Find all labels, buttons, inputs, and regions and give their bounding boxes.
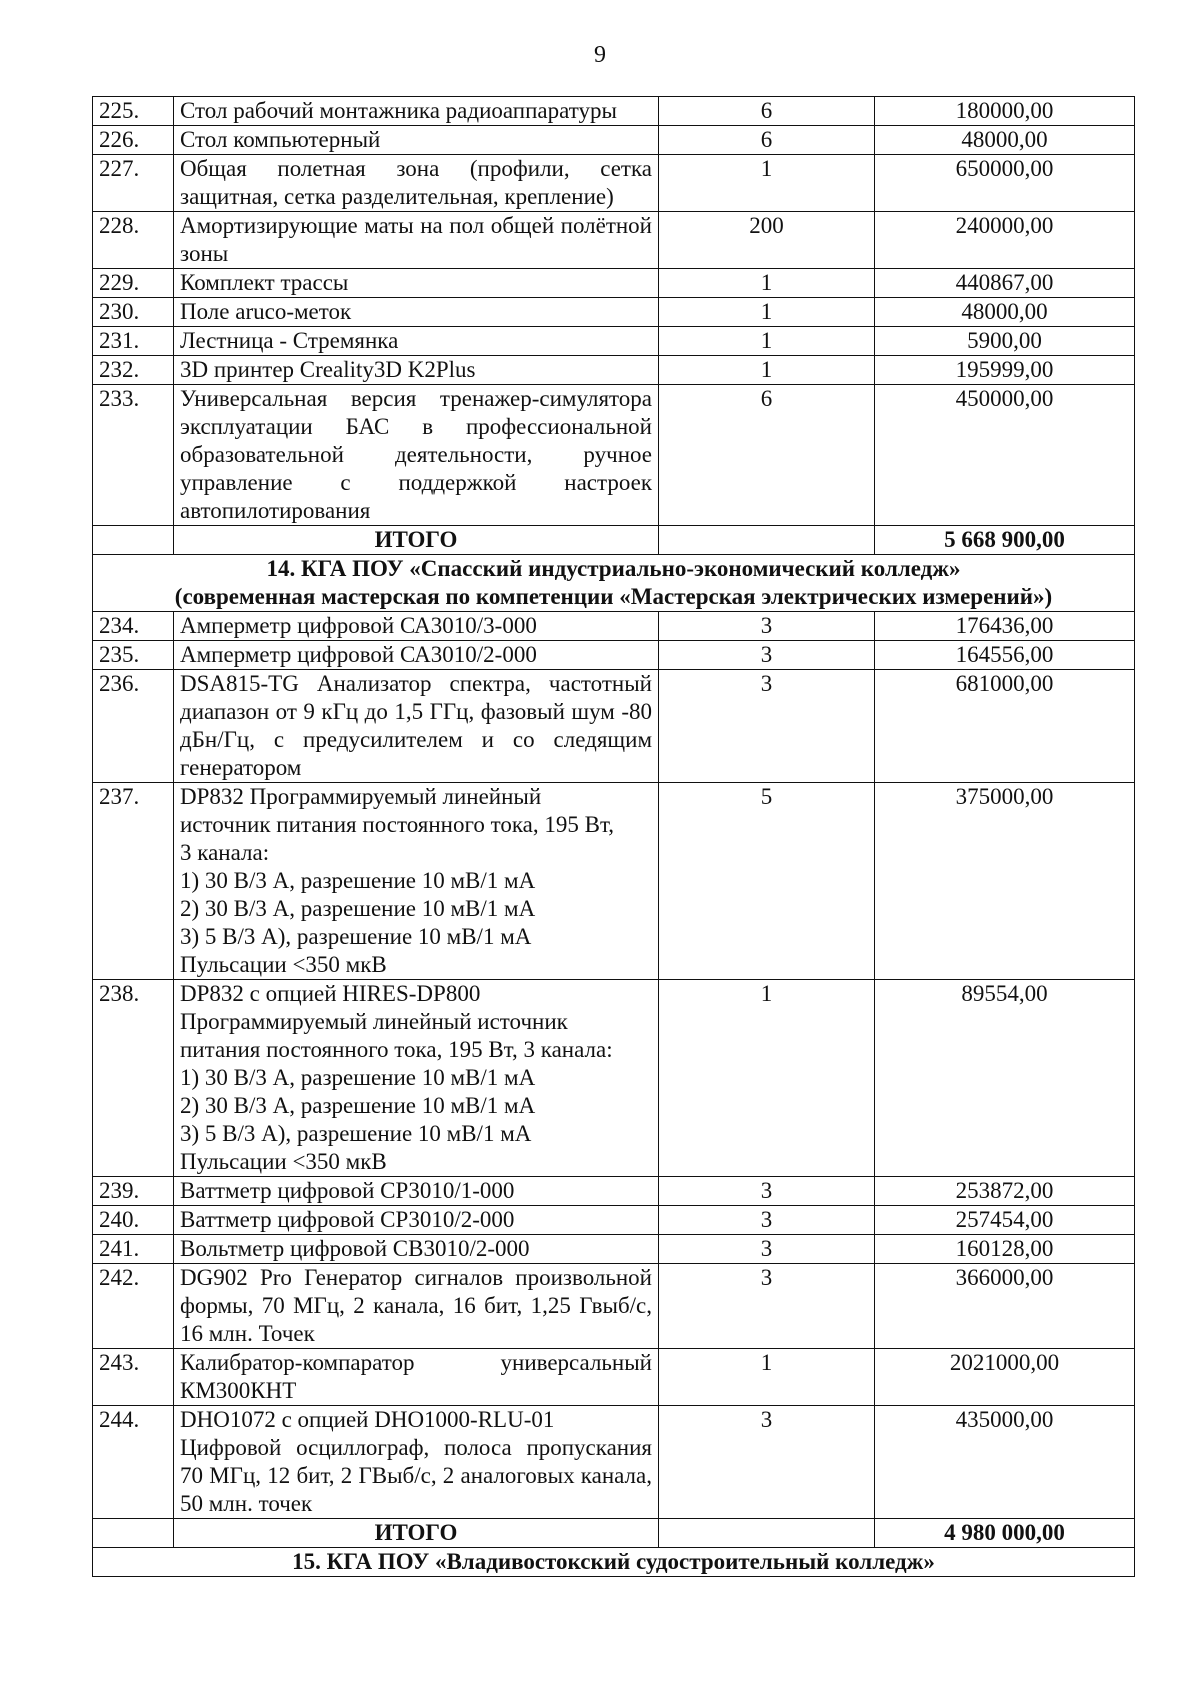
item-name: Стол компьютерный xyxy=(174,126,659,155)
item-price: 48000,00 xyxy=(875,298,1135,327)
item-price: 160128,00 xyxy=(875,1235,1135,1264)
item-quantity: 3 xyxy=(659,641,875,670)
item-name: Ваттметр цифровой СР3010/2-000 xyxy=(174,1206,659,1235)
item-price: 366000,00 xyxy=(875,1264,1135,1349)
item-name-line: 1) 30 В/3 А, разрешение 10 мВ/1 мА xyxy=(180,868,536,893)
item-number: 230. xyxy=(93,298,174,327)
item-number: 244. xyxy=(93,1406,174,1519)
section-header xyxy=(93,555,1135,612)
table-row xyxy=(93,783,1135,980)
item-name-line: Программируемый линейный источник xyxy=(180,1009,568,1034)
item-price: 253872,00 xyxy=(875,1177,1135,1206)
item-quantity: 3 xyxy=(659,1406,875,1519)
item-number: 225. xyxy=(93,97,174,126)
item-price: 240000,00 xyxy=(875,212,1135,269)
item-price: 440867,00 xyxy=(875,269,1135,298)
item-price: 257454,00 xyxy=(875,1206,1135,1235)
table-row xyxy=(93,385,1135,526)
item-name-line: питания постоянного тока, 195 Вт, 3 канала: xyxy=(180,1037,613,1062)
item-number: 237. xyxy=(93,783,174,980)
item-quantity: 1 xyxy=(659,356,875,385)
item-name: Общая полетная зона (профили, сетка защитная, сетка разделительная, крепление) xyxy=(174,155,659,212)
table-row xyxy=(93,155,1135,212)
item-name-line: DHO1072 с опцией DHO1000-RLU-01 xyxy=(180,1407,555,1432)
item-quantity: 3 xyxy=(659,1235,875,1264)
table-row xyxy=(93,97,1135,126)
total-empty-cell xyxy=(93,1519,174,1548)
section-title: 14. КГА ПОУ «Спасский индустриально-экономический колледж» xyxy=(266,556,961,581)
item-number: 236. xyxy=(93,670,174,783)
table-row xyxy=(93,1406,1135,1519)
item-name xyxy=(174,980,659,1177)
total-label: ИТОГО xyxy=(174,1519,659,1548)
item-quantity: 1 xyxy=(659,327,875,356)
item-number: 238. xyxy=(93,980,174,1177)
item-number: 232. xyxy=(93,356,174,385)
item-quantity: 200 xyxy=(659,212,875,269)
item-name: Комплект трассы xyxy=(174,269,659,298)
page-number: 9 xyxy=(594,42,606,68)
total-row xyxy=(93,526,1135,555)
item-name xyxy=(174,1406,659,1519)
total-label: ИТОГО xyxy=(174,526,659,555)
section-title: 15. КГА ПОУ «Владивостокский судостроительный колледж» xyxy=(292,1549,935,1574)
item-price: 650000,00 xyxy=(875,155,1135,212)
item-quantity: 1 xyxy=(659,269,875,298)
item-name: Амортизирующие маты на пол общей полётной зоны xyxy=(174,212,659,269)
table-row xyxy=(93,1264,1135,1349)
item-price: 681000,00 xyxy=(875,670,1135,783)
item-name-line: DP832 с опцией HIRES-DP800 xyxy=(180,981,481,1006)
table-row xyxy=(93,1177,1135,1206)
item-name-line: 1) 30 В/3 А, разрешение 10 мВ/1 мА xyxy=(180,1065,536,1090)
item-name-line: Пульсации <350 мкВ xyxy=(180,1149,387,1174)
item-price: 180000,00 xyxy=(875,97,1135,126)
table-row xyxy=(93,327,1135,356)
item-name-line: Пульсации <350 мкВ xyxy=(180,952,387,977)
item-price: 48000,00 xyxy=(875,126,1135,155)
item-number: 234. xyxy=(93,612,174,641)
item-quantity: 6 xyxy=(659,97,875,126)
item-price: 89554,00 xyxy=(875,980,1135,1177)
table-row xyxy=(93,212,1135,269)
item-name: Амперметр цифровой СА3010/2-000 xyxy=(174,641,659,670)
item-price: 435000,00 xyxy=(875,1406,1135,1519)
item-name: Поле aruco-меток xyxy=(174,298,659,327)
table-row xyxy=(93,670,1135,783)
item-number: 242. xyxy=(93,1264,174,1349)
item-name-line: источник питания постоянного тока, 195 Вт, xyxy=(180,812,615,837)
item-number: 229. xyxy=(93,269,174,298)
item-name: 3D принтер Creality3D K2Plus xyxy=(174,356,659,385)
item-name-tail: Цифровой осциллограф, полоса пропускания 70 МГц, 12 бит, 2 ГВыб/с, 2 аналоговых канала, 50 млн. точек xyxy=(180,1435,652,1516)
item-price: 2021000,00 xyxy=(875,1349,1135,1406)
section-subtitle: (современная мастерская по компетенции «Мастерская электрических измерений») xyxy=(174,584,1053,609)
table-row xyxy=(93,269,1135,298)
item-price: 195999,00 xyxy=(875,356,1135,385)
item-quantity: 3 xyxy=(659,612,875,641)
item-name: DG902 Pro Генератор сигналов произвольной формы, 70 МГц, 2 канала, 16 бит, 1,25 Гвыб/с, 16 млн. Точек xyxy=(174,1264,659,1349)
table-row xyxy=(93,641,1135,670)
item-number: 239. xyxy=(93,1177,174,1206)
item-name: Стол рабочий монтажника радиоаппаратуры xyxy=(174,97,659,126)
item-number: 240. xyxy=(93,1206,174,1235)
item-name-line: 3) 5 В/3 А), разрешение 10 мВ/1 мА xyxy=(180,924,532,949)
total-row xyxy=(93,1519,1135,1548)
table-row xyxy=(93,298,1135,327)
total-empty-cell xyxy=(659,1519,875,1548)
section-header-row xyxy=(93,555,1135,612)
item-name: Лестница - Стремянка xyxy=(174,327,659,356)
table-row xyxy=(93,1349,1135,1406)
table-row xyxy=(93,1235,1135,1264)
item-quantity: 6 xyxy=(659,126,875,155)
item-price: 164556,00 xyxy=(875,641,1135,670)
item-name-line: 2) 30 В/3 А, разрешение 10 мВ/1 мА xyxy=(180,896,536,921)
item-name: DSA815-TG Анализатор спектра, частотный диапазон от 9 кГц до 1,5 ГГц, фазовый шум -80 дБн/Гц, с предусилителем и со следящим генератором xyxy=(174,670,659,783)
item-name xyxy=(174,783,659,980)
item-quantity: 5 xyxy=(659,783,875,980)
item-name-line: 3 канала: xyxy=(180,840,270,865)
item-number: 227. xyxy=(93,155,174,212)
item-number: 231. xyxy=(93,327,174,356)
table-row xyxy=(93,356,1135,385)
item-quantity: 6 xyxy=(659,385,875,526)
item-quantity: 1 xyxy=(659,1349,875,1406)
item-name-line: 2) 30 В/3 А, разрешение 10 мВ/1 мА xyxy=(180,1093,536,1118)
table-row xyxy=(93,980,1135,1177)
item-price: 375000,00 xyxy=(875,783,1135,980)
item-number: 241. xyxy=(93,1235,174,1264)
item-name: Вольтметр цифровой СВ3010/2-000 xyxy=(174,1235,659,1264)
item-number: 243. xyxy=(93,1349,174,1406)
item-quantity: 3 xyxy=(659,1264,875,1349)
total-value: 5 668 900,00 xyxy=(875,526,1135,555)
item-name-line: 3) 5 В/3 А), разрешение 10 мВ/1 мА xyxy=(180,1121,532,1146)
item-name: Ваттметр цифровой СР3010/1-000 xyxy=(174,1177,659,1206)
item-number: 228. xyxy=(93,212,174,269)
table-row xyxy=(93,126,1135,155)
item-name: Амперметр цифровой СА3010/3-000 xyxy=(174,612,659,641)
item-price: 450000,00 xyxy=(875,385,1135,526)
item-name: Универсальная версия тренажер-симулятора эксплуатации БАС в профессиональной образовательной деятельности, ручное управление с поддержкой настроек автопилотирования xyxy=(174,385,659,526)
section-header-row xyxy=(93,1548,1135,1577)
item-quantity: 1 xyxy=(659,298,875,327)
equipment-table xyxy=(92,96,1135,1577)
item-quantity: 3 xyxy=(659,670,875,783)
item-quantity: 1 xyxy=(659,980,875,1177)
section-header xyxy=(93,1548,1135,1577)
item-price: 5900,00 xyxy=(875,327,1135,356)
item-number: 233. xyxy=(93,385,174,526)
total-empty-cell xyxy=(659,526,875,555)
table-row xyxy=(93,612,1135,641)
item-quantity: 3 xyxy=(659,1206,875,1235)
item-name-line: DP832 Программируемый линейный xyxy=(180,784,542,809)
item-price: 176436,00 xyxy=(875,612,1135,641)
item-number: 235. xyxy=(93,641,174,670)
item-quantity: 1 xyxy=(659,155,875,212)
item-quantity: 3 xyxy=(659,1177,875,1206)
table-row xyxy=(93,1206,1135,1235)
total-empty-cell xyxy=(93,526,174,555)
item-number: 226. xyxy=(93,126,174,155)
total-value: 4 980 000,00 xyxy=(875,1519,1135,1548)
item-name: Калибратор-компаратор универсальный КМ300КНТ xyxy=(174,1349,659,1406)
